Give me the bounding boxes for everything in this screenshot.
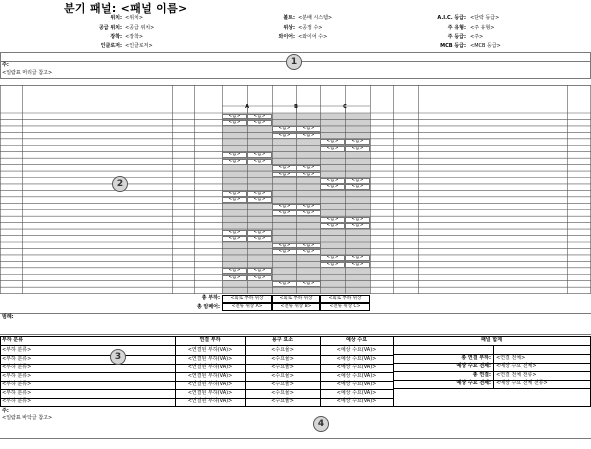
- summary-row-divider: [0, 398, 393, 399]
- summary-load-class: <부하 분류>: [2, 347, 32, 353]
- summary-estimated-demand: <예상 수요(VA)>: [336, 347, 377, 353]
- phase-value-cell: <값>: [296, 249, 321, 255]
- bottom-notes-text: <일람표 바닥글 참고>: [2, 415, 53, 421]
- phase-value-cell: <값>: [272, 243, 297, 249]
- callout-badge-3: 3: [110, 349, 126, 365]
- phase-value-cell: <값>: [247, 152, 272, 158]
- total-amps-phase-b: <전류 위상 B>: [272, 303, 320, 311]
- phase-value-cell: <값>: [296, 126, 321, 132]
- phase-label: 위상:: [283, 25, 295, 31]
- phase-value-cell: <값>: [345, 146, 370, 152]
- mounting-value: <장착>: [125, 34, 144, 40]
- total-connected-load-value: <연결 전체>: [496, 355, 526, 361]
- bottom-notes-divider: [0, 438, 591, 439]
- supply-location-label: 공급 위치:: [98, 25, 122, 31]
- summary-load-class: <부하 분류>: [2, 398, 32, 404]
- summary-demand-factor: <수요율>: [271, 355, 294, 362]
- phase-value-cell: <값>: [345, 223, 370, 229]
- phase-value-cell: <값>: [272, 249, 297, 255]
- phase-value-cell: <값>: [296, 210, 321, 216]
- wire-label: 와이어:: [278, 34, 295, 40]
- summary-estimated-demand: <예상 수요(VA)>: [336, 355, 377, 362]
- summary-row-divider: [0, 355, 393, 356]
- summary-connected-load: <연결된 부하(VA)>: [187, 364, 233, 370]
- panel-totals-row-divider: [393, 388, 590, 389]
- summary-estimated-demand: <예상 수요(VA)>: [336, 364, 377, 370]
- phase-value-cell: <값>: [247, 268, 272, 274]
- phase-value-cell: <값>: [345, 184, 370, 190]
- total-connected-current-label: 총 연결:: [472, 372, 491, 378]
- summary-demand-factor: <수요율>: [271, 372, 294, 379]
- mains-rating-label: 주 등급:: [447, 34, 466, 40]
- phase-value-cell: <값>: [222, 197, 247, 203]
- volts-value: <분배 시스템>: [298, 15, 333, 21]
- summary-connected-load: <연결된 부하(VA)>: [187, 381, 233, 387]
- phase-value-cell: <값>: [247, 191, 272, 197]
- phase-value-cell: <값>: [247, 120, 272, 126]
- total-estimated-demand-value: <예상 수요 전체>: [496, 363, 537, 369]
- aic-rating-value: <단락 등급>: [470, 15, 500, 21]
- summary-row-divider: [0, 364, 393, 365]
- phase-value-cell: <값>: [320, 184, 345, 190]
- summary-row-divider: [0, 372, 393, 373]
- phase-value-cell: <값>: [222, 152, 247, 158]
- total-amps-label: 총 암페어:: [196, 304, 220, 310]
- phase-value-cell: <값>: [296, 281, 321, 287]
- summary-connected-load: <연결된 부하(VA)>: [187, 372, 233, 379]
- phase-value-cell: <값>: [272, 165, 297, 171]
- phase-value-cell: <값>: [320, 178, 345, 184]
- phase-value-cell: <값>: [320, 262, 345, 268]
- total-estimated-current-label: 예상 수요 전체:: [456, 380, 491, 386]
- phase-value-cell: <값>: [345, 178, 370, 184]
- summary-header-load-class: 부하 분류: [2, 337, 24, 343]
- summary-estimated-demand: <예상 수요(VA)>: [336, 389, 377, 396]
- summary-row-divider: [0, 389, 393, 390]
- callout-badge-2: 2: [112, 176, 128, 192]
- summary-demand-factor: <수요율>: [271, 398, 294, 404]
- callout-badge-4: 4: [313, 416, 329, 432]
- phase-value-cell: <값>: [222, 120, 247, 126]
- summary-connected-load: <연결된 부하(VA)>: [187, 355, 233, 362]
- summary-load-class: <부하 분류>: [2, 381, 32, 387]
- enclosure-value: <인클로저>: [125, 43, 153, 49]
- phase-value: <공정 수>: [298, 25, 323, 31]
- phase-a-header: A: [245, 104, 249, 110]
- phase-value-cell: <값>: [345, 262, 370, 268]
- total-estimated-current-value: <예상 수요 전체 전류>: [496, 380, 548, 386]
- total-connected-load-label: 총 연결 부하:: [461, 355, 491, 361]
- phase-value-cell: <값>: [296, 133, 321, 139]
- phase-value-cell: <값>: [345, 139, 370, 145]
- volts-label: 볼트:: [283, 15, 295, 21]
- phase-value-cell: <값>: [272, 172, 297, 178]
- location-label: 위치:: [110, 15, 122, 21]
- supply-location-value: <공급 위치>: [125, 25, 155, 31]
- summary-connected-load: <연결된 부하(VA)>: [187, 347, 233, 353]
- phase-value-cell: <값>: [320, 217, 345, 223]
- phase-value-cell: <값>: [247, 275, 272, 281]
- phase-value-cell: <값>: [345, 217, 370, 223]
- phase-value-cell: <값>: [247, 236, 272, 242]
- total-amps-phase-a: <전류 위상 A>: [222, 303, 272, 311]
- total-load-phase-c: <회로 부하 위상: [320, 295, 370, 303]
- mains-type-value: <주 유형>: [470, 25, 495, 31]
- location-value: <위치>: [125, 15, 144, 21]
- total-estimated-demand-label: 예상 수요 전체:: [456, 363, 491, 369]
- panel-totals-row-divider: [393, 354, 590, 355]
- phase-value-cell: <값>: [272, 133, 297, 139]
- phase-value-cell: <값>: [247, 159, 272, 165]
- summary-header-connected-load: 연결 부하: [199, 337, 221, 343]
- mcb-rating-label: MCB 등급:: [440, 43, 466, 49]
- phase-value-cell: <값>: [222, 114, 247, 120]
- enclosure-label: 인클로저:: [100, 43, 122, 49]
- mains-type-label: 주 유형:: [447, 25, 466, 31]
- mcb-rating-value: <MCB 등급>: [470, 43, 501, 49]
- phase-value-cell: <값>: [222, 191, 247, 197]
- callout-badge-1: 1: [286, 54, 302, 70]
- phase-value-cell: <값>: [272, 126, 297, 132]
- wire-value: <와이어 수>: [298, 34, 328, 40]
- phase-value-cell: <값>: [247, 114, 272, 120]
- phase-value-cell: <값>: [296, 243, 321, 249]
- phase-value-cell: <값>: [296, 204, 321, 210]
- summary-estimated-demand: <예상 수요(VA)>: [336, 398, 377, 404]
- phase-value-cell: <값>: [222, 236, 247, 242]
- phase-value-cell: <값>: [222, 230, 247, 236]
- phase-value-cell: <값>: [272, 204, 297, 210]
- phase-value-cell: <값>: [272, 281, 297, 287]
- total-load-label: 총 부하:: [201, 295, 220, 301]
- summary-row-divider: [0, 381, 393, 382]
- total-connected-current-value: <연결 전체 전류>: [496, 372, 537, 378]
- top-notes-text: <일람표 머리글 참고>: [2, 70, 53, 76]
- summary-load-class: <부하 분류>: [2, 389, 32, 396]
- summary-load-class: <부하 분류>: [2, 372, 32, 379]
- summary-header-demand-factor: 용구 요소: [271, 337, 294, 343]
- phase-value-cell: <값>: [320, 139, 345, 145]
- mounting-label: 장착:: [110, 34, 122, 40]
- phase-c-header: C: [343, 104, 347, 110]
- phase-value-cell: <값>: [296, 172, 321, 178]
- top-notes-label: 주:: [2, 62, 9, 68]
- summary-demand-factor: <수요율>: [271, 389, 294, 396]
- summary-header-estimated-demand: 예상 수요: [345, 337, 368, 343]
- summary-header-panel-totals: 패널 합계: [480, 337, 503, 343]
- total-load-phase-b: <회로 부하 위상: [272, 295, 320, 303]
- phase-value-cell: <값>: [296, 165, 321, 171]
- summary-connected-load: <연결된 부하(VA)>: [187, 389, 233, 396]
- summary-load-class: <부하 분류>: [2, 355, 32, 362]
- phase-value-cell: <값>: [345, 255, 370, 261]
- page-title: 분기 패널: <패널 이름>: [64, 2, 188, 15]
- phase-value-cell: <값>: [222, 268, 247, 274]
- summary-load-class: <부하 분류>: [2, 364, 32, 370]
- phase-b-header: B: [294, 104, 298, 110]
- summary-demand-factor: <수요율>: [271, 347, 294, 353]
- summary-demand-factor: <수요율>: [271, 381, 294, 387]
- summary-demand-factor: <수요율>: [271, 364, 294, 370]
- phase-value-cell: <값>: [222, 275, 247, 281]
- phase-value-cell: <값>: [247, 197, 272, 203]
- summary-connected-load: <연결된 부하(VA)>: [187, 398, 233, 404]
- panel-totals-row-divider: [393, 371, 590, 372]
- total-amps-phase-c: <전류 위상 C>: [320, 303, 370, 311]
- total-load-phase-a: <회로 부하 위상: [222, 295, 272, 303]
- aic-rating-label: A.I.C. 등급:: [437, 15, 466, 21]
- phase-value-cell: <값>: [320, 223, 345, 229]
- mains-rating-value: <주>: [470, 34, 484, 40]
- phase-value-cell: <값>: [320, 255, 345, 261]
- legend-label: 범례:: [2, 314, 14, 320]
- bottom-notes-label: 주:: [2, 408, 9, 414]
- phase-value-cell: <값>: [320, 146, 345, 152]
- summary-estimated-demand: <예상 수요(VA)>: [336, 381, 377, 387]
- summary-estimated-demand: <예상 수요(VA)>: [336, 372, 377, 379]
- phase-value-cell: <값>: [247, 230, 272, 236]
- phase-value-cell: <값>: [222, 159, 247, 165]
- phase-value-cell: <값>: [272, 210, 297, 216]
